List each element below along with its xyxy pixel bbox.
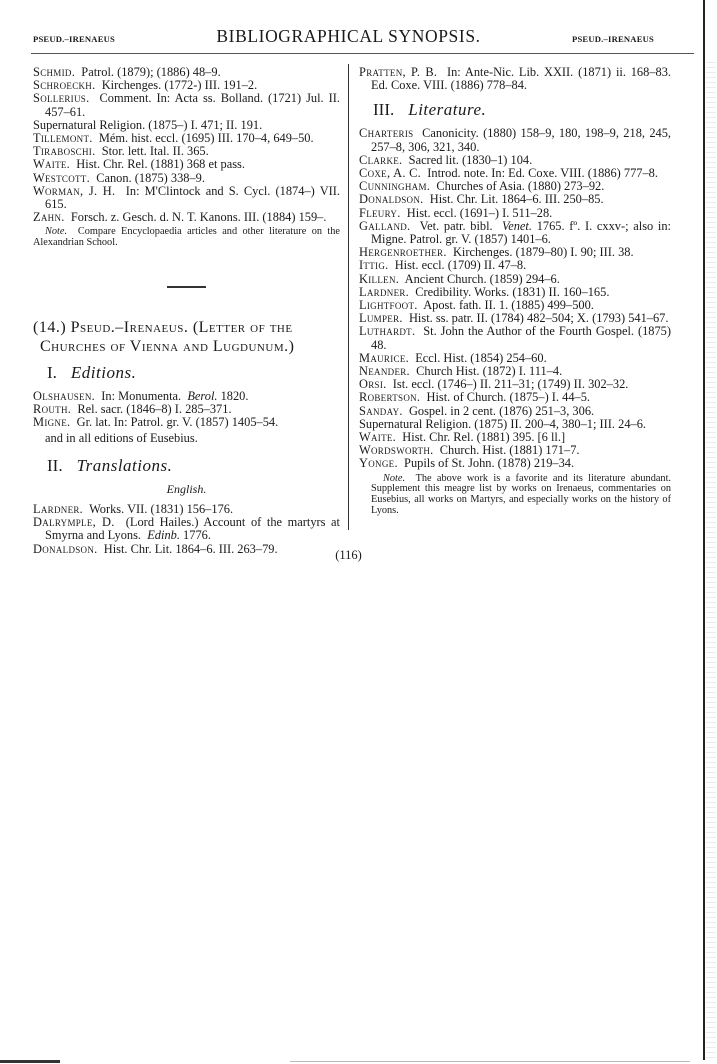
entry-text: Supernatural Religion. (1875) II. 200–4, 380–1; III. 24–6.	[359, 416, 646, 431]
entry-text: Vet. patr. bibl.	[419, 218, 493, 233]
entry-text: Pupils of St. John. (1878) 219–34.	[404, 456, 575, 471]
page-title: BIBLIOGRAPHICAL SYNOPSIS.	[216, 26, 481, 46]
entry-author: Worman, J. H.	[33, 183, 116, 198]
note-text: Compare Encyclopaedia articles and other literature on the Alexandrian School.	[33, 226, 340, 249]
entry-author: Routh.	[33, 402, 72, 417]
entry-author: Wordsworth.	[359, 443, 434, 458]
bib-entry	[33, 92, 340, 118]
left-column	[33, 66, 340, 556]
note	[33, 227, 340, 249]
entry-author: Luthardt.	[359, 324, 416, 339]
entry-author: Coxe, A. C.	[359, 166, 422, 181]
entry-text: Churches of Asia. (1880) 273–92.	[436, 179, 605, 194]
entry-text: Hist. of Church. (1875–) I. 44–5.	[426, 390, 590, 405]
entry-text: Church. Hist. (1881) 171–7.	[439, 443, 580, 458]
entry-text: Canonicity. (1880) 158–9, 180, 198–9, 218, 245, 257–8, 306, 321, 340.	[371, 126, 671, 154]
entry-author: Donaldson.	[359, 192, 424, 207]
entry-text: Forsch. z. Gesch. d. N. T. Kanons. III. (1884) 159–.	[70, 210, 327, 225]
page-edge-shadow	[703, 0, 705, 1060]
entry-author: Lardner.	[359, 284, 410, 299]
entry-text: Church Hist. (1872) I. 111–4.	[416, 364, 563, 379]
entry-text: (Lord Hailes.) Account of the martyrs at Smyrna and Lyons.	[45, 515, 340, 543]
note	[359, 474, 671, 517]
entry-author: Clarke.	[359, 152, 403, 167]
bib-entry	[359, 66, 671, 92]
section-name: Editions.	[70, 363, 137, 383]
entry-text: 1776.	[183, 528, 211, 543]
bib-entry	[33, 516, 340, 542]
section-title-editions	[47, 364, 340, 382]
language-subhead: English.	[166, 481, 207, 496]
entry-author: Hergenroether.	[359, 245, 447, 260]
entry-text: 1765. fº. I. cxxv-; also in: Migne. Patrol. gr. V. (1857) 1401–6.	[371, 218, 671, 247]
entry-text: Gr. lat. In: Patrol. gr. V. (1857) 1405–54.	[76, 415, 279, 430]
entry-text: Comment. In: Acta ss. Bolland. (1721) Jul. II. 457–61.	[45, 91, 340, 119]
entry-author: Neander.	[359, 364, 410, 379]
entry-author: Schmid.	[33, 65, 76, 79]
entry-text: Rel. sacr. (1846–8) I. 285–371.	[77, 402, 232, 417]
entry-author: Lumper.	[359, 311, 403, 326]
entry-author: Tillemont.	[33, 131, 93, 146]
entry-text: Supernatural Religion. (1875–) I. 471; II. 191.	[33, 117, 263, 132]
entry-text: Hist. eccl. (1709) II. 47–8.	[394, 258, 527, 273]
bib-entry	[359, 325, 671, 351]
entry-author: Orsi.	[359, 377, 387, 392]
main-heading-line2: Churches of Vienna and Lugdunum.)	[40, 338, 295, 356]
entry-text: and in all editions of Eusebius.	[45, 430, 198, 445]
scan-artifact	[0, 1060, 60, 1063]
entry-text: Sacred lit. (1830–1) 104.	[408, 152, 533, 167]
entry-author: Westcott.	[33, 170, 90, 185]
entry-text: Hist. eccl. (1691–) I. 511–28.	[406, 205, 553, 220]
entry-text: Hist. ss. patr. II. (1784) 482–504; X. (1793) 541–67.	[408, 311, 669, 326]
entry-author: Pratten, P. B.	[359, 65, 438, 79]
header-rule	[31, 53, 694, 54]
section-separator-rule	[167, 286, 206, 288]
section-title-literature	[373, 101, 671, 119]
scan-noise	[706, 60, 716, 1060]
entry-author: Yonge.	[359, 456, 398, 471]
entry-text: St. John the Author of the Fourth Gospel. (1875) 48.	[371, 324, 671, 352]
entry-text: Canon. (1875) 338–9.	[96, 170, 205, 185]
entry-text: Apost. fath. II. 1. (1885) 499–500.	[423, 298, 594, 313]
bib-entry	[33, 211, 340, 224]
section-name: Translations.	[76, 455, 173, 475]
entry-text: Patrol. (1879); (1886) 48–9.	[81, 65, 221, 79]
entry-author: Killen.	[359, 271, 400, 286]
entry-author: Lardner.	[33, 502, 84, 517]
entry-text: Introd. note. In: Ed. Coxe. VIII. (1886) 777–8.	[427, 166, 658, 181]
section-number: I.	[47, 363, 57, 383]
entry-author: Sanday.	[359, 403, 403, 418]
main-heading-line1: (14.) Pseud.–Irenaeus. (Letter of the	[33, 319, 293, 337]
entry-author: Galland.	[359, 218, 411, 233]
entry-author: Tiraboschi.	[33, 144, 96, 159]
entry-author: Waite.	[33, 157, 71, 172]
entry-text: 1820.	[220, 389, 249, 404]
entry-text: Credibility. Works. (1831) II. 160–165.	[415, 284, 610, 299]
entry-author: Zahn.	[33, 210, 65, 225]
entry-author: Fleury.	[359, 205, 401, 220]
entry-text: Eccl. Hist. (1854) 254–60.	[415, 350, 547, 365]
section-name: Literature.	[408, 100, 487, 120]
column-divider	[348, 64, 349, 530]
entry-place: Berol.	[187, 389, 218, 404]
entry-author: Schroeckh.	[33, 78, 96, 93]
note-label: Note.	[383, 472, 406, 484]
entry-text: Stor. lett. Ital. II. 365.	[101, 144, 209, 159]
entry-author: Dalrymple, D.	[33, 515, 115, 530]
entry-text: Kirchenges. (1879–80) I. 90; III. 38.	[452, 245, 634, 260]
note-text: The above work is a favorite and its literature abundant. Supplement this meagre list by works on Irenaeus, commentaries on Eusebius, all works on Martyrs, and especially works on the history of Lyons.	[371, 472, 672, 517]
entry-text: Hist. Chr. Lit. 1864–6. III. 250–85.	[429, 192, 604, 207]
running-head-left: PSEUD.–IRENAEUS	[33, 34, 116, 44]
running-head-right: PSEUD.–IRENAEUS	[572, 34, 655, 44]
entry-author: Cunningham.	[359, 179, 431, 194]
page-number: (116)	[335, 548, 362, 562]
bib-entry	[359, 220, 671, 246]
entry-text: In: Ante-Nic. Lib. XXII. (1871) ii. 168–83. Ed. Coxe. VIII. (1886) 778–84.	[371, 65, 672, 93]
editions-tail	[33, 432, 340, 445]
bib-entry	[33, 416, 340, 429]
entry-author: Sollerius.	[33, 91, 90, 106]
entry-author: Donaldson.	[33, 541, 98, 556]
entry-author: Ittig.	[359, 258, 389, 273]
entry-text: Ist. eccl. (1746–) II. 211–31; (1749) II. 302–32.	[392, 377, 629, 392]
bib-entry	[33, 185, 340, 211]
section-title-translations	[47, 457, 340, 475]
entry-text: Mém. hist. eccl. (1695) III. 170–4, 649–50.	[98, 131, 314, 146]
entry-text: Gospel. in 2 cent. (1876) 251–3, 306.	[408, 403, 595, 418]
entry-text: Hist. Chr. Lit. 1864–6. III. 263–79.	[103, 541, 278, 556]
entry-text: In: M'Clintock and S. Cycl. (1874–) VII. 615.	[45, 183, 340, 212]
section-number: III.	[373, 100, 395, 120]
bib-entry	[359, 457, 671, 470]
scan-artifact	[290, 1061, 690, 1062]
entry-place: Venet.	[502, 218, 532, 233]
entry-text: Works. VII. (1831) 156–176.	[89, 502, 234, 517]
entry-place: Edinb.	[147, 528, 180, 543]
right-column	[359, 66, 671, 517]
entry-text: Ancient Church. (1859) 294–6.	[404, 271, 560, 286]
bib-entry	[359, 127, 671, 153]
entry-text: Hist. Chr. Rel. (1881) 368 et pass.	[76, 157, 245, 172]
entry-author: Waite.	[359, 430, 397, 445]
entry-text: Kirchenges. (1772-) III. 191–2.	[101, 78, 258, 93]
running-head	[0, 0, 717, 60]
entry-author: Maurice.	[359, 350, 410, 365]
entry-author: Migne.	[33, 415, 71, 430]
entry-text: Hist. Chr. Rel. (1881) 395. [6 ll.]	[402, 430, 566, 445]
entry-author: Charteris	[359, 126, 414, 141]
main-heading	[33, 318, 340, 356]
entry-text: In: Monumenta.	[101, 389, 182, 404]
entry-author: Robertson.	[359, 390, 421, 405]
section-number: II.	[47, 455, 63, 475]
note-label: Note.	[45, 226, 68, 238]
entry-author: Lightfoot.	[359, 298, 418, 313]
entry-author: Olshausen.	[33, 389, 96, 404]
